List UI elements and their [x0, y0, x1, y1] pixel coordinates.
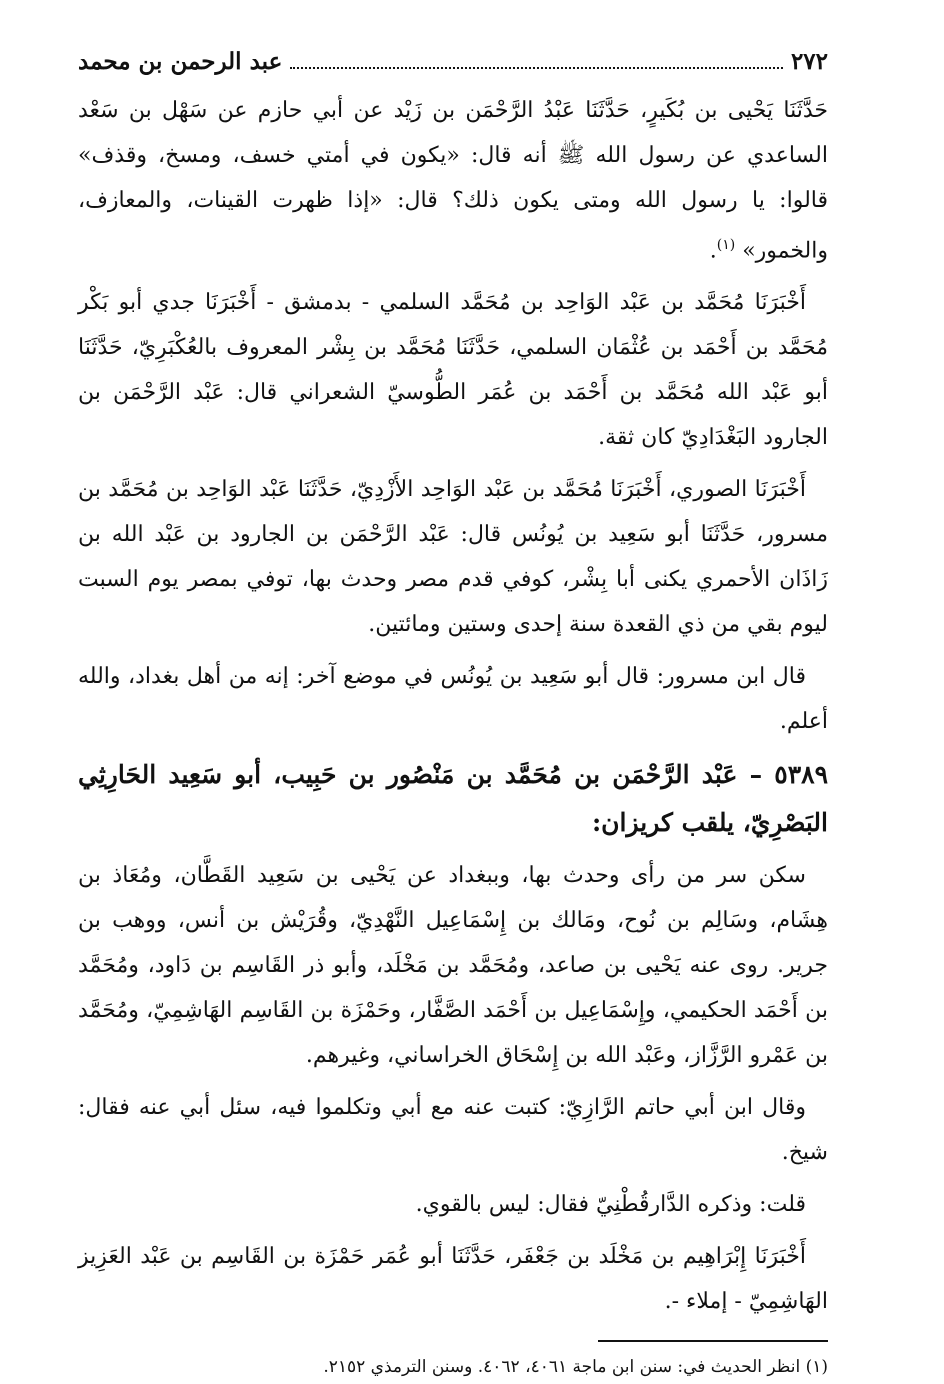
footnote-divider: [598, 1340, 828, 1342]
hadith-paragraph: حَدَّثَنَا يَحْيى بن بُكَيرٍ، حَدَّثَنَا عَبْدُ الرَّحْمَن بن زَيْد عن أبي حازم عن سَهْل بن سَعْد الساعدي عن رسول الله ﷺ أنه قال: «يكون في أمتي خسف، ومسخ، وقذف» قالوا: يا رسول الله ومتى يكون ذلك؟ قال: «إذا ظهرت القينات، والمعازف، والخمور» $^{(١)}$.: [78, 98, 828, 264]
isnad-paragraph: أَخْبَرَنَا الصوري، أَخْبَرَنَا مُحَمَّد بن عَبْد الوَاحِد الأَزْدِيّ، حَدَّثَنَا عَبْد الوَاحِد بن مُحَمَّد بن مسرور، حَدَّثَنَا أبو سَعِيد بن يُونُس قال: عَبْد الرَّحْمَن بن الجارود بن عَبْد الله بن زَاذَان الأحمري يكنى أبا بِشْر، كوفي قدم مصر وحدث بها، توفي بمصر يوم السبت ليوم بقي من ذي القعدة سنة إحدى وستين ومائتين.: [78, 477, 828, 638]
entry-title: ٥٣٨٩ – عَبْد الرَّحْمَن بن مُحَمَّد بن مَنْصُور بن حَبِيب، أبو سَعِيد الحَارِثِي البَصْرِيّ، يلقب كريزان:: [78, 760, 828, 838]
page-header: [78, 48, 828, 88]
biography-paragraph: وقال ابن أبي حاتم الرَّازِيّ: كتبت عنه مع أبي وتكلموا فيه، سئل أبي عنه فقال: شيخ.: [78, 1095, 828, 1166]
note-paragraph: قال ابن مسرور: قال أبو سَعِيد بن يُونُس في موضع آخر: إنه من أهل بغداد، والله أعلم.: [78, 664, 828, 735]
isnad-paragraph: أَخْبَرَنَا مُحَمَّد بن عَبْد الوَاحِد بن مُحَمَّد السلمي - بدمشق - أَخْبَرَنَا جدي أبو بَكْر مُحَمَّد بن أَحْمَد بن عُثْمَان السلمي، حَدَّثَنَا مُحَمَّد بن بِشْر المعروف بالعُكْبَرِيّ، حَدَّثَنَا أبو عَبْد الله مُحَمَّد بن أَحْمَد بن عُمَر الطُّوسيّ الشعراني قال: عَبْد الرَّحْمَن بن الجارود البَغْدَادِيّ كان ثقة.: [78, 290, 828, 451]
biography-paragraph: أَخْبَرَنَا إِبْرَاهِيم بن مَخْلَد بن جَعْفَر، حَدَّثَنَا أبو عُمَر حَمْزَة بن القَاسِم بن عَبْد العَزِيز الهَاشِمِيّ - إملاء -.: [78, 1244, 828, 1315]
footnote-marker: (١): [716, 237, 736, 253]
dotted-leader: [290, 67, 783, 69]
footnote: (١) انظر الحديث في: سنن ابن ماجة ٤٠٦١، ٤٠٦٢. وسنن الترمذي ٢١٥٢.: [323, 1357, 828, 1378]
biography-paragraph: سكن سر من رأى وحدث بها، وببغداد عن يَحْيى بن سَعِيد القَطَّان، ومُعَاذ بن هِشَام، وسَالِم بن نُوح، ومَالك بن إِسْمَاعِيل النَّهْدِيّ، وقُرَيْش بن أنس، ووهب بن جرير. روى عنه يَحْيى بن صاعد، ومُحَمَّد بن مَخْلَد، وأبو ذر القَاسِم بن دَاود، ومُحَمَّد بن أَحْمَد الحكيمي، وإِسْمَاعِيل بن أَحْمَد الصَّفَّار، وحَمْزَة بن القَاسِم الهَاشِمِيّ، ومُحَمَّد بن عَمْرو الرَّزَّاز، وعَبْد الله بن إِسْحَاق الخراساني، وغيرهم.: [78, 863, 828, 1069]
running-title: عبد الرحمن بن محمد: [78, 48, 283, 75]
biography-paragraph: قلت: وذكره الدَّارقُطْنِيّ فقال: ليس بالقوي.: [415, 1192, 806, 1218]
page-number: ٢٧٢: [790, 48, 828, 75]
book-page: [78, 48, 828, 1384]
